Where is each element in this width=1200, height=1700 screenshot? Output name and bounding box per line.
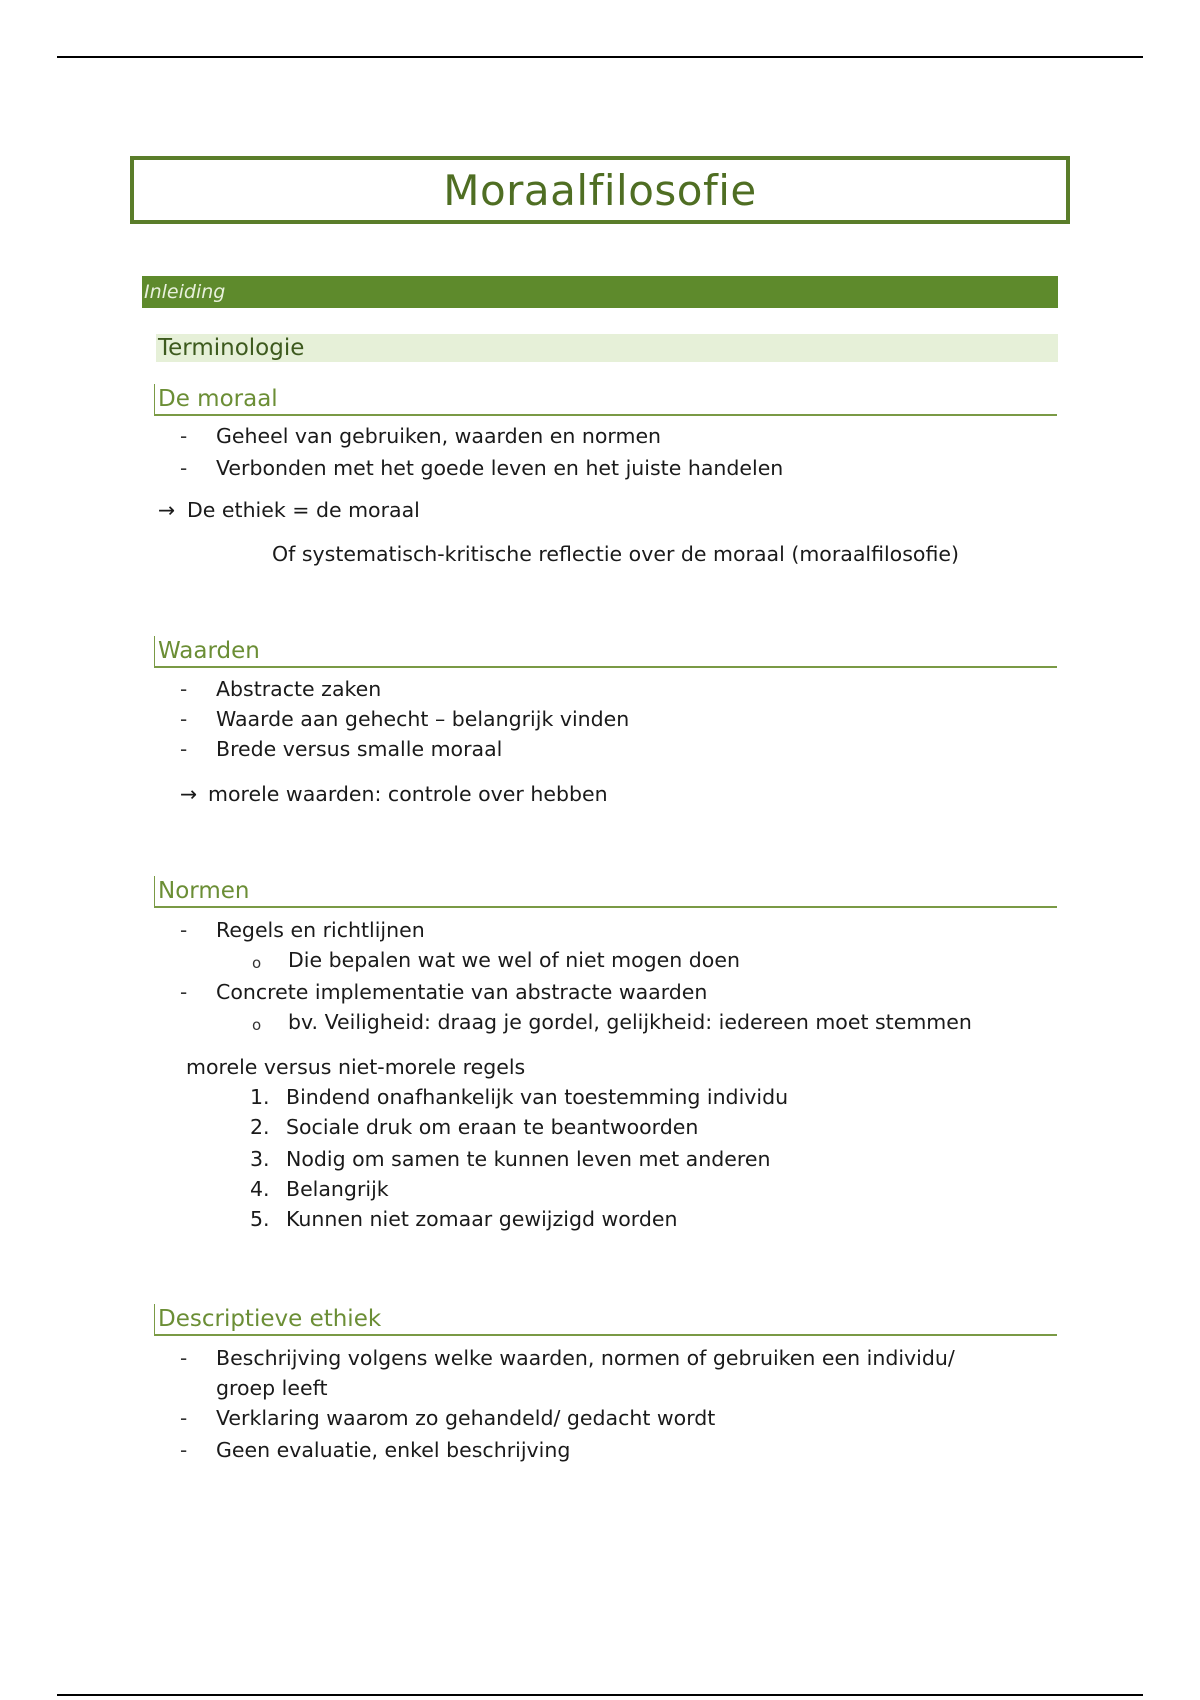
footer-rule: [57, 1694, 1143, 1696]
heading-text: Waarden: [158, 638, 260, 664]
numbered-item: Sociale druk om eraan te beantwoorden: [286, 1115, 699, 1139]
heading-descriptieve-ethiek: [154, 1304, 1057, 1336]
arrow-icon: →: [180, 782, 198, 806]
dash-bullet: -: [180, 1406, 188, 1430]
circle-bullet-icon: o: [252, 1016, 262, 1034]
dash-bullet: -: [180, 1438, 188, 1462]
list-item: Abstracte zaken: [216, 677, 382, 701]
list-item-continuation: groep leeft: [216, 1376, 328, 1400]
section-label: Inleiding: [144, 281, 226, 303]
list-item: Regels en richtlijnen: [216, 918, 425, 942]
dash-bullet: -: [180, 424, 188, 448]
document-title: Moraalfilosofie: [443, 165, 757, 215]
indented-text: Of systematisch-kritische reflectie over de moraal (moraalfilosofie): [272, 542, 959, 566]
subsection-bar-terminologie: [156, 334, 1058, 362]
dash-bullet: -: [180, 707, 188, 731]
numbered-item: Bindend onafhankelijk van toestemming individu: [286, 1085, 789, 1109]
circle-bullet-icon: o: [252, 954, 262, 972]
list-item: Beschrijving volgens welke waarden, normen of gebruiken een individu/: [216, 1346, 955, 1370]
dash-bullet: -: [180, 980, 188, 1004]
dash-bullet: -: [180, 737, 188, 761]
arrow-text: De ethiek = de moraal: [187, 498, 420, 522]
list-item: Brede versus smalle moraal: [216, 737, 503, 761]
dash-bullet: -: [180, 918, 188, 942]
list-number: 5.: [250, 1207, 270, 1231]
list-intro: morele versus niet-morele regels: [186, 1055, 526, 1079]
sub-list-item: Die bepalen wat we wel of niet mogen doen: [288, 948, 740, 972]
list-item: Geheel van gebruiken, waarden en normen: [216, 424, 662, 448]
subsection-label: Terminologie: [158, 335, 305, 361]
header-rule: [57, 56, 1143, 58]
section-bar-inleiding: [142, 276, 1058, 308]
heading-de-moraal: [154, 384, 1057, 416]
dash-bullet: -: [180, 456, 188, 480]
list-item: Concrete implementatie van abstracte waarden: [216, 980, 708, 1004]
list-item: Waarde aan gehecht – belangrijk vinden: [216, 707, 630, 731]
arrow-icon: →: [158, 498, 176, 522]
list-number: 1.: [250, 1085, 270, 1109]
numbered-item: Nodig om samen te kunnen leven met anderen: [286, 1147, 771, 1171]
numbered-item: Belangrijk: [286, 1177, 389, 1201]
list-item: Verbonden met het goede leven en het juiste handelen: [216, 456, 784, 480]
heading-text: Normen: [158, 878, 250, 904]
heading-text: De moraal: [158, 386, 278, 412]
list-number: 2.: [250, 1115, 270, 1139]
list-item: Geen evaluatie, enkel beschrijving: [216, 1438, 571, 1462]
heading-text: Descriptieve ethiek: [158, 1306, 382, 1332]
list-number: 4.: [250, 1177, 270, 1201]
numbered-item: Kunnen niet zomaar gewijzigd worden: [286, 1207, 678, 1231]
list-item: Verklaring waarom zo gehandeld/ gedacht wordt: [216, 1406, 716, 1430]
list-number: 3.: [250, 1147, 270, 1171]
dash-bullet: -: [180, 1346, 188, 1370]
dash-bullet: -: [180, 677, 188, 701]
title-box: [130, 156, 1070, 224]
heading-waarden: [154, 636, 1057, 668]
sub-list-item: bv. Veiligheid: draag je gordel, gelijkheid: iedereen moet stemmen: [288, 1010, 972, 1034]
heading-normen: [154, 876, 1057, 908]
arrow-text: morele waarden: controle over hebben: [208, 782, 608, 806]
